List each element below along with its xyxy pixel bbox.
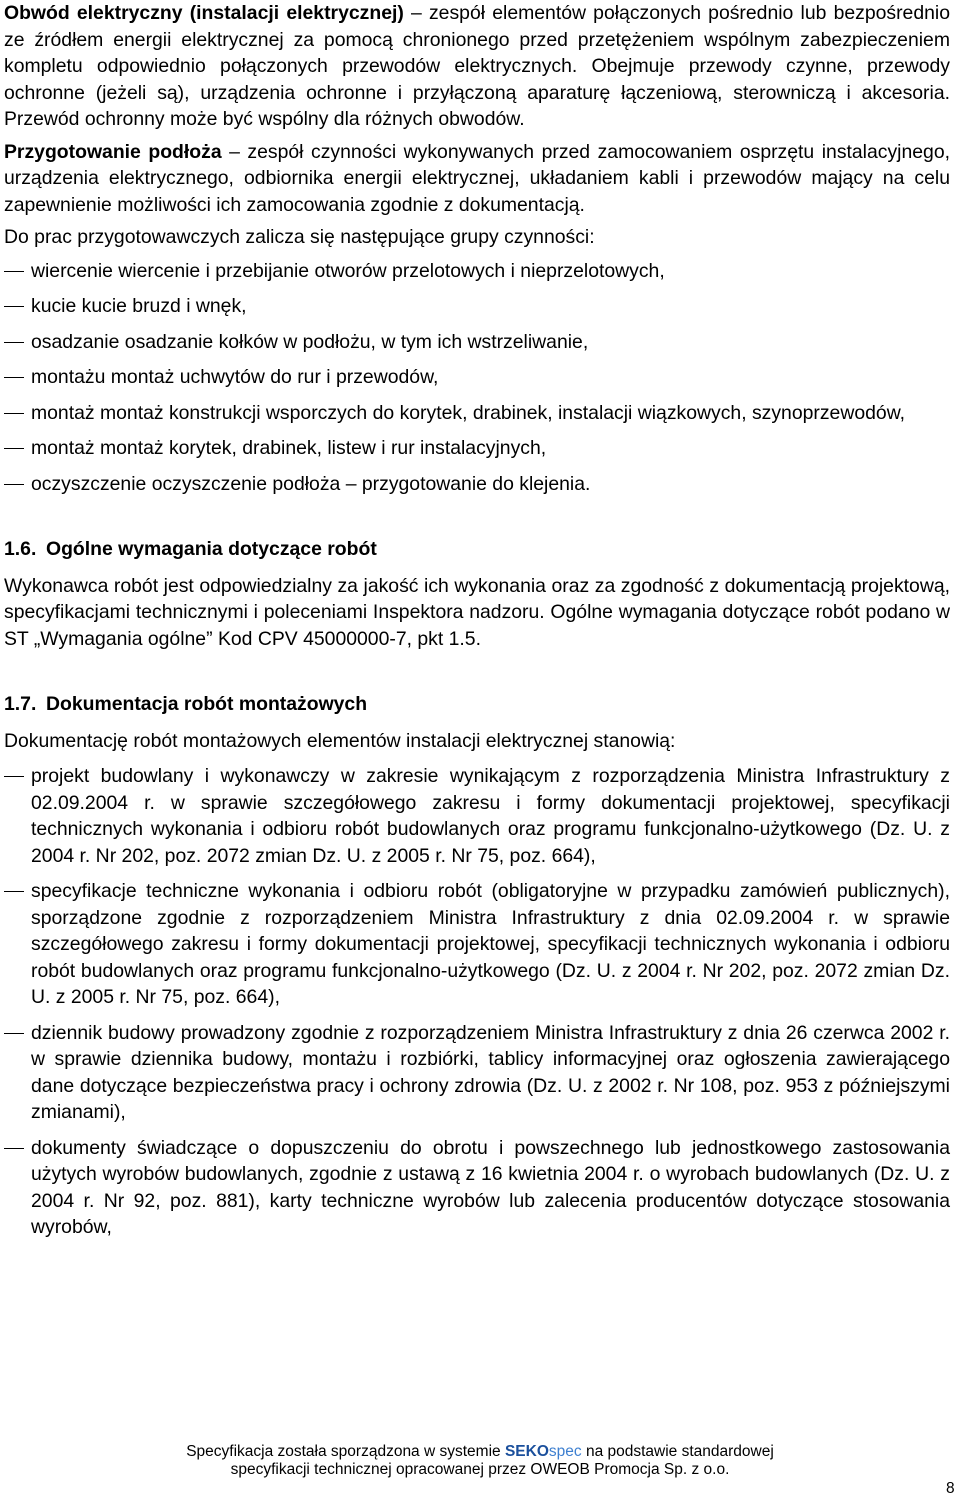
definition-podloze-text: – zespół czynności wykonywanych przed zamocowaniem osprzętu instalacyjnego, urządzenia elektrycznego, odbiornika energii elektrycznej, układaniem kabli i przewodów mający na celu zapewnienie możliwości ich zamocowania zgodnie z dokumentacją. <box>4 140 951 216</box>
section-number: 1.7. <box>4 693 37 715</box>
list-item: wiercenie wiercenie i przebijanie otworów przelotowych i nieprzelotowych, <box>4 258 950 285</box>
dash-bullet-icon <box>4 435 31 462</box>
page-footer <box>0 1443 960 1479</box>
brand-logo-spec: spec <box>548 1443 582 1460</box>
section-heading-1-6 <box>4 536 950 563</box>
section-title: Ogólne wymagania dotyczące robót <box>46 538 377 560</box>
term-obwod: Obwód elektryczny (instalacji elektrycznej) <box>4 2 404 24</box>
dash-bullet-icon <box>4 1020 31 1126</box>
footer-line-1: Specyfikacja została sporządzona w systemie SEKOspec na podstawie standardowej <box>186 1443 774 1460</box>
section-heading-1-7 <box>4 691 950 718</box>
list-item: oczyszczenie oczyszczenie podłoża – przygotowanie do klejenia. <box>4 471 950 498</box>
footer-line-2: specyfikacji technicznej opracowanej przez OWEOB Promocja Sp. z o.o. <box>230 1461 730 1478</box>
dash-bullet-icon <box>4 293 31 320</box>
dash-bullet-icon <box>4 763 31 869</box>
dash-bullet-icon <box>4 329 31 356</box>
dash-bullet-icon <box>4 878 31 1011</box>
list-item: dziennik budowy prowadzony zgodnie z rozporządzeniem Ministra Infrastruktury z dnia 26 czerwca 2002 r. w sprawie dziennika budowy, montażu i rozbiórki, tablicy informacyjnej oraz ogłoszenia zawierającego dane dotyczące bezpieczeństwa pracy i ochrony zdrowia (Dz. U. z 2002 r. Nr 108, poz. 953 z późniejszymi zmianami), <box>4 1020 950 1126</box>
list-item: montaż montaż korytek, drabinek, listew i rur instalacyjnych, <box>4 435 950 462</box>
prep-intro: Do prac przygotowawczych zalicza się następujące grupy czynności: <box>4 226 595 248</box>
dash-bullet-icon <box>4 400 31 427</box>
definition-podloze <box>4 139 950 219</box>
dash-bullet-icon <box>4 258 31 285</box>
page-number: 8 <box>946 1480 955 1497</box>
dash-bullet-icon <box>4 364 31 391</box>
documentation-list <box>4 763 950 1241</box>
brand-logo-seko: SEKO <box>504 1443 549 1460</box>
list-item: projekt budowlany i wykonawczy w zakresie wynikającym z rozporządzenia Ministra Infrastruktury z 02.09.2004 r. w sprawie szczegółowego zakresu i formy dokumentacji projektowej, specyfikacji technicznych wykonania i odbioru robót budowlanych oraz programu funkcjonalno-użytkowego (Dz. U. z 2004 r. Nr 202, poz. 2072 zmian Dz. U. z 2005 r. Nr 75, poz. 664), <box>4 763 950 869</box>
list-item: kucie kucie bruzd i wnęk, <box>4 293 950 320</box>
list-item: dokumenty świadczące o dopuszczeniu do obrotu i powszechnego lub jednostkowego zastosowania użytych wyrobów budowlanych, zgodnie z ustawą z 16 kwietnia 2004 r. o wyrobach budowlanych (Dz. U. z 2004 r. Nr 92, poz. 881), karty techniczne wyrobów lub zalecenia producentów dotyczące stosowania wyrobów, <box>4 1135 950 1241</box>
document-page <box>4 0 950 1241</box>
section-number: 1.6. <box>4 538 37 560</box>
dash-bullet-icon <box>4 1135 31 1241</box>
list-item: specyfikacje techniczne wykonania i odbioru robót (obligatoryjne w przypadku zamówień publicznych), sporządzone zgodnie z rozporządzeniem Ministra Infrastruktury z dnia 02.09.2004 r. w sprawie szczegółowego zakresu i formy dokumentacji projektowej, specyfikacji technicznych wykonania i odbioru robót budowlanych oraz programu funkcjonalno-użytkowego (Dz. U. z 2004 r. Nr 202, poz. 2072 zmian Dz. U. z 2005 r. Nr 75, poz. 664), <box>4 878 950 1011</box>
section-1-7-intro: Dokumentację robót montażowych elementów instalacji elektrycznej stanowią: <box>4 729 676 752</box>
list-item: montaż montaż konstrukcji wsporczych do korytek, drabinek, instalacji wiązkowych, szynoprzewodów, <box>4 400 950 427</box>
term-podloze: Przygotowanie podłoża <box>4 140 222 163</box>
section-1-6-body: Wykonawca robót jest odpowiedzialny za jakość ich wykonania oraz za zgodność z dokumentacją projektową, specyfikacjami technicznymi i poleceniami Inspektora nadzoru. Ogólne wymagania dotyczące robót podano w ST „Wymagania ogólne” Kod CPV 45000000-7, pkt 1.5. <box>4 574 950 650</box>
section-title: Dokumentacja robót montażowych <box>46 693 368 715</box>
list-item: montażu montaż uchwytów do rur i przewodów, <box>4 364 950 391</box>
dash-bullet-icon <box>4 471 31 498</box>
prep-list <box>4 258 950 498</box>
definition-obwod-text: – zespół elementów połączonych pośrednio lub bezpośrednio ze źródłem energii elektrycznej za pomocą chronionego przed przetężeniem wspólnym zabezpieczeniem kompletu odpowiednio połączonych przewodów elektrycznych. Obejmuje przewody czynne, przewody ochronne (jeżeli są), urządzenia ochronne i przyłączoną aparaturę łączeniową, sterowniczą i akcesoria. Przewód ochronny może być wspólny dla różnych obwodów. <box>4 2 951 130</box>
list-item: osadzanie osadzanie kołków w podłożu, w tym ich wstrzeliwanie, <box>4 329 950 356</box>
definition-obwod <box>4 0 950 133</box>
